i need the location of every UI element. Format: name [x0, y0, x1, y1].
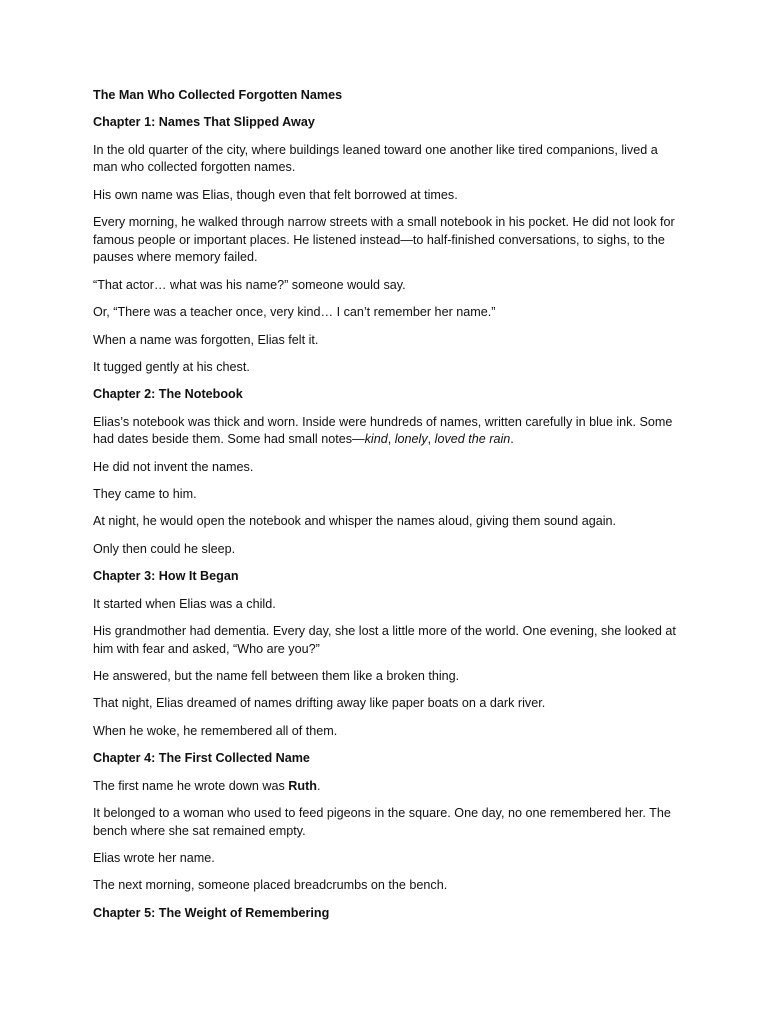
italic-note: kind — [364, 432, 388, 447]
paragraph — [93, 778, 683, 796]
text-run: . — [510, 432, 514, 447]
bold-name: Ruth — [288, 778, 317, 793]
italic-note: loved the rain — [434, 432, 511, 447]
paragraph: In the old quarter of the city, where buildings leaned toward one another like tired companions, lived a man who collected forgotten names. — [93, 142, 658, 175]
paragraph: It started when Elias was a child. — [93, 596, 276, 611]
text-run: The first name he wrote down was — [93, 778, 289, 793]
paragraph: It tugged gently at his chest. — [93, 359, 250, 374]
document-page — [93, 87, 683, 932]
paragraph: His own name was Elias, though even that felt borrowed at times. — [93, 187, 458, 202]
separator: , — [427, 432, 435, 447]
paragraph: Elias wrote her name. — [93, 850, 215, 865]
paragraph: His grandmother had dementia. Every day, she lost a little more of the world. One evening, she looked at him with fear and asked, “Who are you?” — [93, 624, 676, 656]
paragraph: When he woke, he remembered all of them. — [93, 723, 338, 738]
chapter-3-heading: Chapter 3: How It Began — [93, 569, 239, 584]
italic-note: lonely — [394, 432, 428, 447]
paragraph: Only then could he sleep. — [93, 541, 236, 556]
paragraph: Every morning, he walked through narrow streets with a small notebook in his pocket. He did not look for famous people or important places. He listened instead—to half-finished conversations, to sighs, to the pauses where memory failed. — [93, 215, 675, 265]
paragraph: “That actor… what was his name?” someone would say. — [93, 277, 406, 292]
text-run: . — [316, 778, 321, 793]
text-run: Elias’s notebook was thick and worn. Inside were hundreds of names, written carefully in blue ink. Some had dates beside them. Some had small notes— — [93, 414, 673, 447]
chapter-1-heading: Chapter 1: Names That Slipped Away — [93, 115, 315, 130]
paragraph: Or, “There was a teacher once, very kind… I can’t remember her name.” — [93, 305, 496, 320]
paragraph: He answered, but the name fell between them like a broken thing. — [93, 669, 460, 683]
paragraph: It belonged to a woman who used to feed pigeons in the square. One day, no one remembered her. The bench where she sat remained empty. — [93, 805, 671, 838]
paragraph: That night, Elias dreamed of names drifting away like paper boats on a dark river. — [93, 696, 546, 711]
paragraph: When a name was forgotten, Elias felt it. — [93, 332, 319, 347]
document-title: The Man Who Collected Forgotten Names — [93, 88, 343, 102]
chapter-5-heading: Chapter 5: The Weight of Remembering — [93, 905, 330, 920]
chapter-2-heading: Chapter 2: The Notebook — [93, 387, 243, 402]
paragraph — [93, 414, 683, 449]
chapter-4-heading: Chapter 4: The First Collected Name — [93, 751, 310, 766]
paragraph: The next morning, someone placed breadcrumbs on the bench. — [93, 878, 448, 893]
paragraph: At night, he would open the notebook and whisper the names aloud, giving them sound again. — [93, 514, 617, 529]
paragraph: They came to him. — [93, 487, 197, 502]
separator: , — [387, 432, 395, 447]
paragraph: He did not invent the names. — [93, 459, 254, 474]
